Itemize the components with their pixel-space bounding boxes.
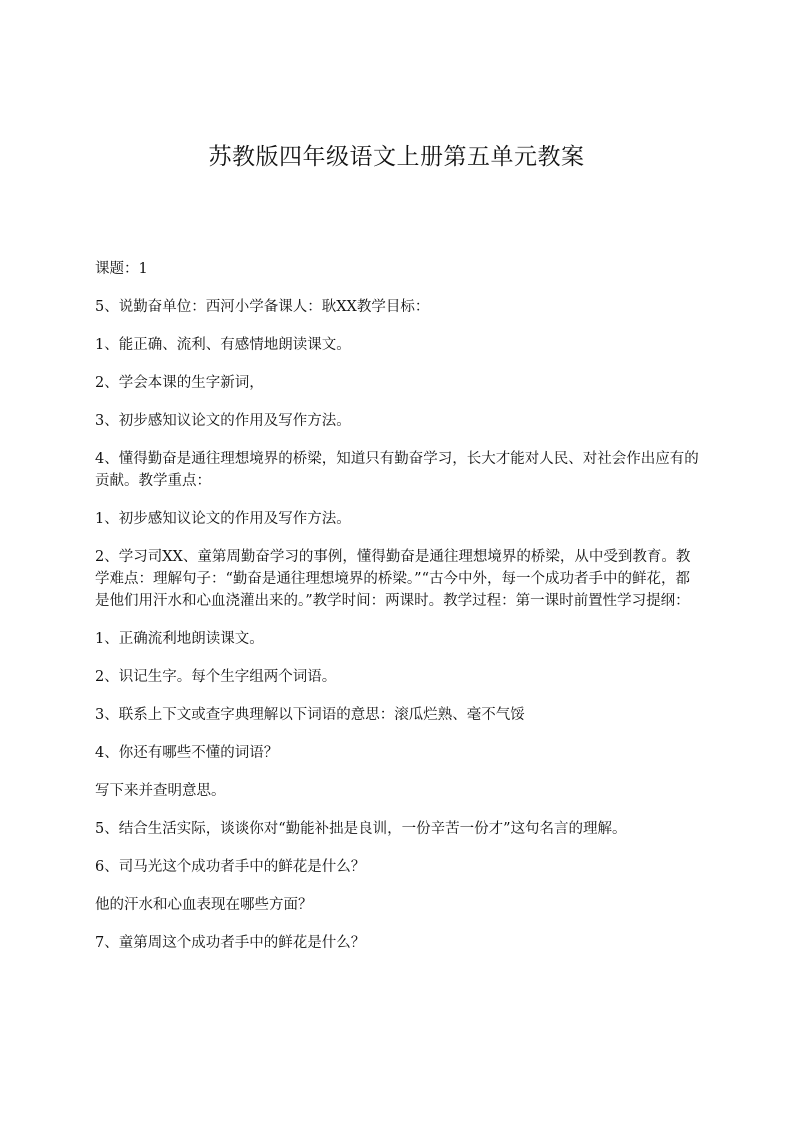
paragraph: 4、你还有哪些不懂的词语？ bbox=[95, 745, 279, 761]
paragraph: 6、司马光这个成功者手中的鲜花是什么？ bbox=[95, 859, 366, 875]
paragraph: 1、初步感知议论文的作用及写作方法。 bbox=[95, 511, 351, 527]
paragraph: 3、初步感知议论文的作用及写作方法。 bbox=[95, 413, 351, 429]
paragraph: 2、识记生字。每个生字组两个词语。 bbox=[95, 669, 337, 685]
paragraph: 4、懂得勤奋是通往理想境界的桥梁，知道只有勤奋学习，长大才能对人民、对社会作出应有的贡献。教学重点： bbox=[95, 451, 699, 489]
document-body bbox=[95, 258, 700, 970]
paragraph: 3、联系上下文或查字典理解以下词语的意思：滚瓜烂熟、毫不气馁 bbox=[95, 707, 525, 723]
paragraph: 写下来并查明意思。 bbox=[95, 783, 226, 799]
paragraph: 2、学会本课的生字新词， bbox=[95, 375, 264, 391]
paragraph: 5、结合生活实际，谈谈你对“勤能补拙是良训，一份辛苦一份才”这句名言的理解。 bbox=[95, 821, 627, 837]
document-title: 苏教版四年级语文上册第五单元教案 bbox=[208, 144, 585, 170]
paragraph: 5、说勤奋单位：西河小学备课人：耿XX教学目标： bbox=[95, 299, 430, 315]
paragraph: 他的汗水和心血表现在哪些方面？ bbox=[95, 897, 313, 913]
paragraph: 2、学习司XX、童第周勤奋学习的事例，懂得勤奋是通往理想境界的桥梁，从中受到教育。教学难点：理解句子：“勤奋是通往理想境界的桥梁。”“古今中外，每一个成功者手中的鲜花，都是他们用汗水和心血浇灌出来的。”教学时间：两课时。教学过程：第一课时前置性学习提纲： bbox=[95, 549, 691, 609]
paragraph: 1、能正确、流利、有感情地朗读课文。 bbox=[95, 337, 351, 353]
paragraph: 7、童第周这个成功者手中的鲜花是什么？ bbox=[95, 935, 366, 951]
paragraph: 1、正确流利地朗读课文。 bbox=[95, 631, 264, 647]
paragraph: 课题：1 bbox=[95, 261, 148, 277]
